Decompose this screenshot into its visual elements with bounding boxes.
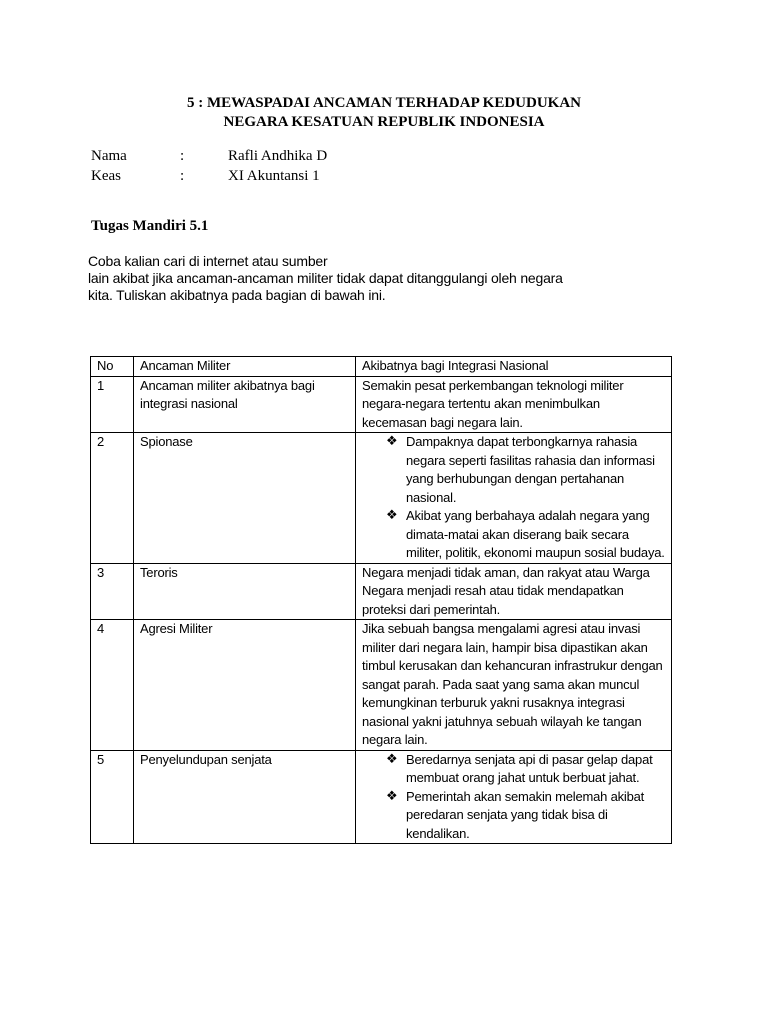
row-number: 1 — [91, 376, 134, 433]
threat-cell: Teroris — [134, 563, 356, 620]
document-title — [0, 94, 768, 132]
effect-bullet-item — [386, 507, 665, 563]
diamond-bullet-icon: ❖ — [386, 788, 398, 804]
title-line-2: NEGARA KESATUAN REPUBLIK INDONESIA — [223, 114, 545, 130]
effect-bullet-text: Akibat yang berbahaya adalah negara yang dimata-matai akan diserang baik secara militer, politik, ekonomi maupun sosial budaya. — [406, 508, 665, 560]
header-threat: Ancaman Militer — [134, 357, 356, 377]
task-heading: Tugas Mandiri 5.1 — [91, 218, 209, 234]
instruction-line: Coba kalian cari di internet atau sumber — [88, 253, 328, 269]
task-instructions — [88, 253, 563, 304]
table-row — [91, 750, 672, 844]
table-row — [91, 620, 672, 751]
effect-cell: Semakin pesat perkembangan teknologi militer negara-negara tertentu akan menimbulkan kecemasan bagi negara lain. — [356, 376, 672, 433]
student-info — [91, 146, 491, 186]
effect-cell — [356, 433, 672, 564]
instruction-line: lain akibat jika ancaman-ancaman militer tidak dapat ditanggulangi oleh negara — [88, 270, 563, 286]
effect-cell: Negara menjadi tidak aman, dan rakyat atau Warga Negara menjadi resah atau tidak mendapatkan proteksi dari pemerintah. — [356, 563, 672, 620]
diamond-bullet-icon: ❖ — [386, 508, 398, 523]
effect-cell — [356, 750, 672, 844]
table-row — [91, 376, 672, 433]
row-number: 4 — [91, 620, 134, 751]
threat-table — [90, 356, 672, 844]
class-label: Keas — [91, 168, 121, 184]
name-label: Nama — [91, 148, 127, 164]
table-body — [91, 376, 672, 844]
table-header-row — [91, 357, 672, 377]
header-effect: Akibatnya bagi Integrasi Nasional — [356, 357, 672, 377]
row-number: 5 — [91, 750, 134, 844]
threat-cell: Penyelundupan senjata — [134, 750, 356, 844]
effect-bullet-list — [362, 751, 665, 844]
class-value: XI Akuntansi 1 — [228, 168, 320, 184]
threat-cell: Agresi Militer — [134, 620, 356, 751]
effect-bullet-text: Dampaknya dapat terbongkarnya rahasia negara seperti fasilitas rahasia dan informasi yang berhubungan dengan pertahanan nasional. — [406, 434, 655, 505]
row-number: 2 — [91, 433, 134, 564]
header-no: No — [91, 357, 134, 377]
row-number: 3 — [91, 563, 134, 620]
effect-bullet-item — [386, 788, 665, 844]
effect-bullet-text: Beredarnya senjata api di pasar gelap dapat membuat orang jahat untuk berbuat jahat. — [406, 751, 653, 785]
name-colon: : — [180, 148, 185, 164]
table-row — [91, 433, 672, 564]
effect-bullet-list — [362, 433, 665, 563]
name-row — [91, 146, 491, 166]
instruction-line: kita. Tuliskan akibatnya pada bagian di bawah ini. — [88, 287, 386, 303]
effect-bullet-item — [386, 751, 665, 788]
threat-cell: Spionase — [134, 433, 356, 564]
diamond-bullet-icon: ❖ — [386, 751, 398, 767]
effect-bullet-text: Pemerintah akan semakin melemah akibat peredaran senjata yang tidak bisa di kendalikan. — [406, 788, 645, 841]
name-value: Rafli Andhika D — [228, 148, 328, 164]
effect-bullet-item — [386, 433, 665, 507]
class-colon: : — [180, 168, 185, 184]
table-row — [91, 563, 672, 620]
threat-cell: Ancaman militer akibatnya bagi integrasi nasional — [134, 376, 356, 433]
title-line-1: 5 : MEWASPADAI ANCAMAN TERHADAP KEDUDUKAN — [186, 95, 582, 111]
diamond-bullet-icon: ❖ — [386, 434, 398, 449]
class-row — [91, 166, 491, 186]
effect-cell: Jika sebuah bangsa mengalami agresi atau invasi militer dari negara lain, hampir bisa dipastikan akan timbul kerusakan dan kehancuran infrastrukur dengan sangat parah. Pada saat yang sama akan muncul kemungkinan terburuk yakni rusaknya integrasi nasional yakni jatuhnya sebuah wilayah ke tangan negara lain. — [356, 620, 672, 751]
